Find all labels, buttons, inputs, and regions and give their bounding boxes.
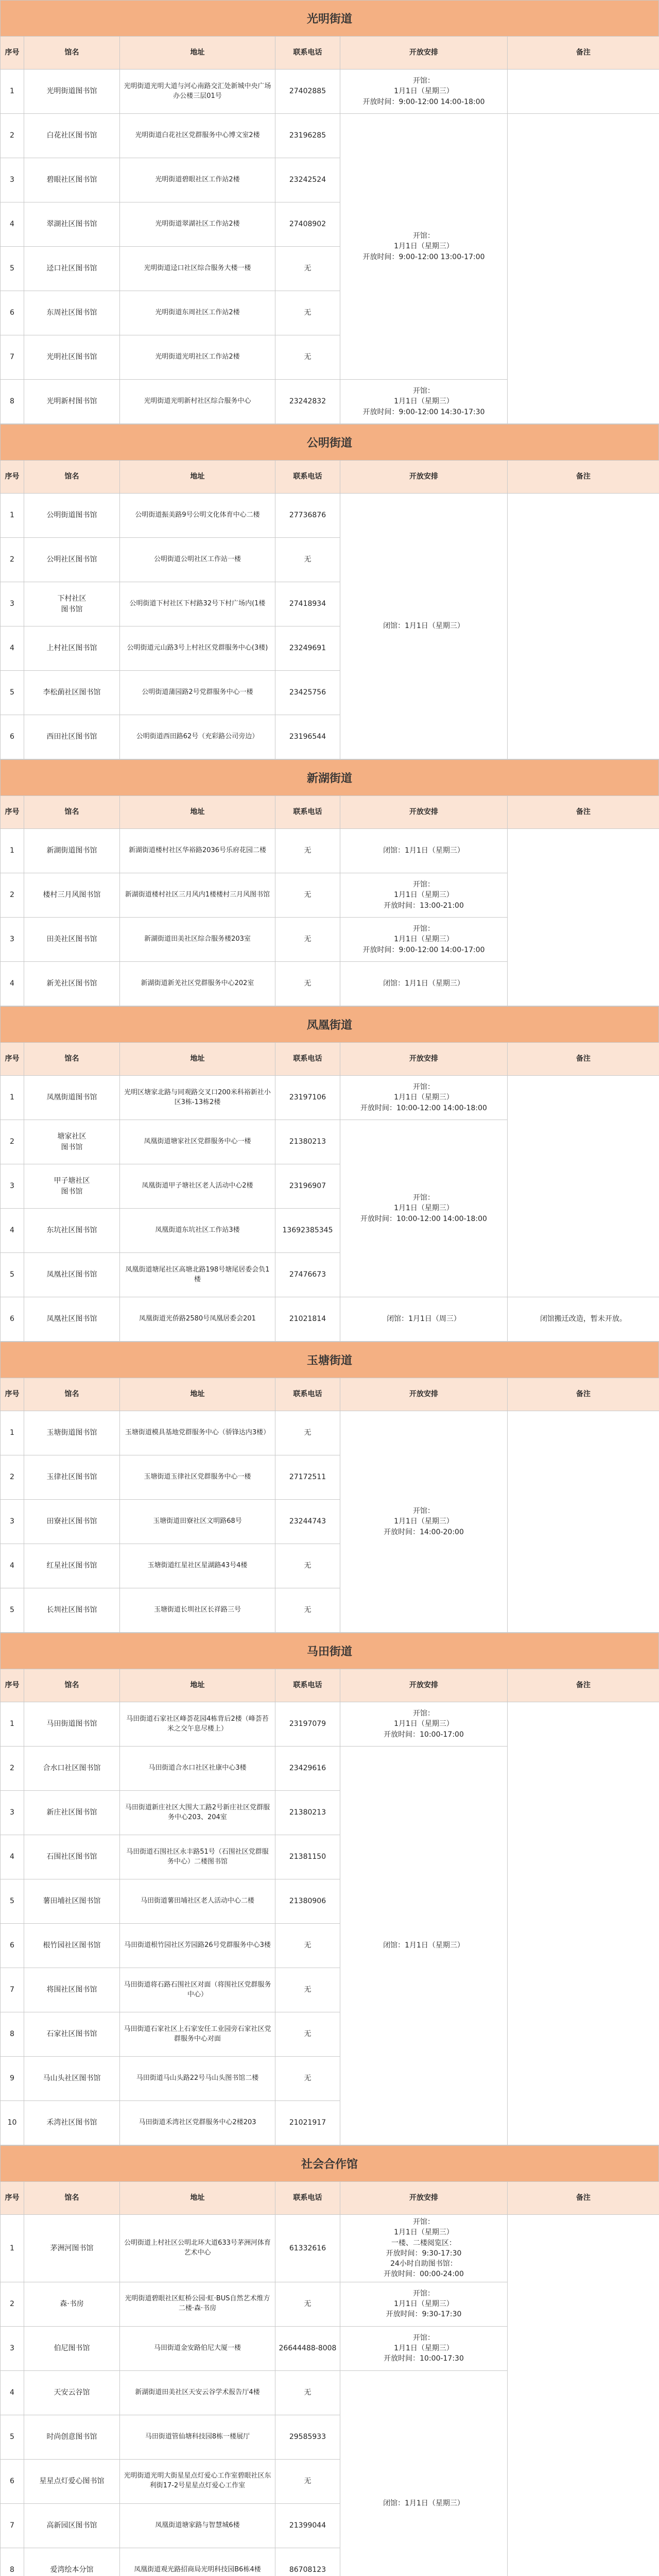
cell-phone: 21021917 xyxy=(275,2101,340,2145)
cell-name: 凤凰街道图书馆 xyxy=(24,1076,120,1120)
header-phone: 联系电话 xyxy=(275,1378,340,1411)
cell-schedule: 闭馆：1月1日（周三） xyxy=(340,1297,508,1342)
cell-name: 西田社区图书馆 xyxy=(24,715,120,759)
cell-address: 公明街道蒲园路2号党群服务中心一楼 xyxy=(120,671,275,715)
cell-address: 凤凰街道塘家社区党群服务中心一楼 xyxy=(120,1120,275,1164)
header-seq: 序号 xyxy=(1,2182,24,2215)
header-phone: 联系电话 xyxy=(275,461,340,494)
cell-seq: 6 xyxy=(1,2459,24,2503)
cell-phone: 27418934 xyxy=(275,582,340,626)
cell-name: 迳口社区图书馆 xyxy=(24,247,120,291)
cell-seq: 7 xyxy=(1,1968,24,2012)
cell-schedule: 开馆： 1月1日（星期三） 一楼、二楼阅览区： 开放时间：9:30-17:30 24小时自助图书馆： 开放时间：00:00-24:00 xyxy=(340,2215,508,2282)
cell-name: 光明社区图书馆 xyxy=(24,335,120,380)
cell-address: 光明街道光明新村社区综合服务中心 xyxy=(120,380,275,424)
cell-name: 新湖街道图书馆 xyxy=(24,829,120,873)
cell-phone: 26644488-8008 xyxy=(275,2326,340,2370)
district-section xyxy=(0,759,659,1006)
cell-seq: 3 xyxy=(1,582,24,626)
cell-address: 新湖街道新羌社区党群服务中心202室 xyxy=(120,962,275,1006)
cell-address: 新湖街道田美社区天安云谷学术报告厅4楼 xyxy=(120,2370,275,2415)
cell-address: 玉塘街道长圳社区长祥路三号 xyxy=(120,1588,275,1633)
header-address: 地址 xyxy=(120,461,275,494)
header-seq: 序号 xyxy=(1,1669,24,1702)
library-table xyxy=(0,1669,659,2145)
cell-phone: 27476673 xyxy=(275,1253,340,1297)
header-seq: 序号 xyxy=(1,37,24,70)
district-section xyxy=(0,2145,659,2576)
cell-phone: 61332616 xyxy=(275,2215,340,2282)
cell-seq: 4 xyxy=(1,1835,24,1879)
cell-schedule: 闭馆：1月1日（星期三） xyxy=(340,1747,508,2145)
cell-address: 马田街道石家社区上石家安任工业园旁石家社区党群服务中心对面 xyxy=(120,2012,275,2057)
cell-address: 玉塘街道模具基地党群服务中心（骄锋达内3楼） xyxy=(120,1411,275,1455)
header-phone: 联系电话 xyxy=(275,796,340,829)
cell-seq: 3 xyxy=(1,1500,24,1544)
cell-phone: 21381150 xyxy=(275,1835,340,1879)
cell-address: 马田街道马山头路22号马山头图书馆二楼 xyxy=(120,2057,275,2101)
table-row xyxy=(1,1076,659,1120)
cell-phone: 无 xyxy=(275,1544,340,1588)
library-table xyxy=(0,795,659,1006)
table-row xyxy=(1,2215,659,2282)
table-row xyxy=(1,1702,659,1747)
cell-seq: 5 xyxy=(1,247,24,291)
header-notes: 备注 xyxy=(508,1378,659,1411)
cell-notes xyxy=(508,1076,659,1297)
cell-name: 塘家社区 图书馆 xyxy=(24,1120,120,1164)
cell-seq: 1 xyxy=(1,494,24,538)
cell-address: 光明街道碧眼社区虹桥公园·虹·BUS自然艺术维方二楼·森·书房 xyxy=(120,2282,275,2326)
cell-notes xyxy=(508,829,659,1006)
cell-phone: 21399044 xyxy=(275,2503,340,2548)
cell-address: 光明街道迳口社区综合服务大楼一楼 xyxy=(120,247,275,291)
cell-notes: 闭馆搬迁改造，暂未开放。 xyxy=(508,1297,659,1342)
cell-phone: 无 xyxy=(275,335,340,380)
cell-seq: 4 xyxy=(1,202,24,247)
cell-schedule: 开馆： 1月1日（星期三） 开放时间：10:00-17:30 xyxy=(340,2326,508,2370)
cell-phone: 23244743 xyxy=(275,1500,340,1544)
cell-address: 马田街道禾湾社区党群服务中心2楼203 xyxy=(120,2101,275,2145)
cell-seq: 2 xyxy=(1,1120,24,1164)
cell-name: 根竹园社区图书馆 xyxy=(24,1924,120,1968)
cell-seq: 1 xyxy=(1,1076,24,1120)
cell-name: 新庄社区图书馆 xyxy=(24,1791,120,1835)
cell-notes xyxy=(508,494,659,759)
cell-phone: 29585933 xyxy=(275,2415,340,2459)
cell-phone: 无 xyxy=(275,2282,340,2326)
cell-seq: 1 xyxy=(1,1702,24,1747)
cell-seq: 1 xyxy=(1,2215,24,2282)
cell-seq: 1 xyxy=(1,829,24,873)
library-table xyxy=(0,460,659,759)
cell-phone: 无 xyxy=(275,291,340,335)
cell-name: 田寮社区图书馆 xyxy=(24,1500,120,1544)
cell-seq: 8 xyxy=(1,2548,24,2576)
cell-name: 凤凰社区图书馆 xyxy=(24,1253,120,1297)
cell-address: 马田街道新庄社区大围大工路2号新庄社区党群服务中心203、204室 xyxy=(120,1791,275,1835)
cell-address: 新湖街道楼村社区三月风内1楼楼村三月风图书馆 xyxy=(120,873,275,918)
cell-seq: 5 xyxy=(1,671,24,715)
header-row xyxy=(1,1043,659,1076)
cell-address: 凤凰街道塘尾社区高塘北路198号塘尾居委会负1楼 xyxy=(120,1253,275,1297)
header-schedule: 开放安排 xyxy=(340,1378,508,1411)
cell-seq: 4 xyxy=(1,1209,24,1253)
cell-address: 凤凰街道东坑社区工作站3楼 xyxy=(120,1209,275,1253)
section-title: 新湖街道 xyxy=(0,759,659,795)
cell-seq: 3 xyxy=(1,2326,24,2370)
cell-schedule: 闭馆：1月1日（星期三） xyxy=(340,962,508,1006)
cell-address: 光明街道光明大道与河心南路交汇处新城中央广场办公楼三层01号 xyxy=(120,70,275,114)
cell-schedule: 闭馆：1月1日（星期三） xyxy=(340,2370,508,2576)
cell-schedule: 开馆： 1月1日（星期三） 开放时间：9:30-17:30 xyxy=(340,2282,508,2326)
header-notes: 备注 xyxy=(508,2182,659,2215)
header-schedule: 开放安排 xyxy=(340,1043,508,1076)
cell-address: 凤凰街道塘家路与智慧城6楼 xyxy=(120,2503,275,2548)
table-row xyxy=(1,114,659,158)
cell-name: 公明社区图书馆 xyxy=(24,538,120,582)
header-name: 馆名 xyxy=(24,1669,120,1702)
cell-phone: 23196285 xyxy=(275,114,340,158)
cell-address: 凤凰街道光侨路2580号凤凰居委会201 xyxy=(120,1297,275,1342)
cell-address: 马田街道合水口社区社康中心3楼 xyxy=(120,1747,275,1791)
cell-schedule: 开馆： 1月1日（星期三） 开放时间：10:00-12:00 14:00-18:00 xyxy=(340,1076,508,1120)
cell-phone: 21021814 xyxy=(275,1297,340,1342)
section-title: 马田街道 xyxy=(0,1633,659,1669)
header-schedule: 开放安排 xyxy=(340,2182,508,2215)
cell-phone: 无 xyxy=(275,873,340,918)
cell-address: 马田街道将石路石围社区对面（将围社区党群服务中心） xyxy=(120,1968,275,2012)
header-address: 地址 xyxy=(120,2182,275,2215)
cell-phone: 27408902 xyxy=(275,202,340,247)
cell-address: 凤凰街道甲子塘社区老人活动中心2楼 xyxy=(120,1164,275,1209)
cell-name: 光明新村图书馆 xyxy=(24,380,120,424)
cell-phone: 23197106 xyxy=(275,1076,340,1120)
cell-address: 光明街道光明社区工作站2楼 xyxy=(120,335,275,380)
header-schedule: 开放安排 xyxy=(340,461,508,494)
cell-phone: 无 xyxy=(275,918,340,962)
header-name: 馆名 xyxy=(24,37,120,70)
cell-address: 玉塘街道田寮社区文明路68号 xyxy=(120,1500,275,1544)
section-title: 公明街道 xyxy=(0,424,659,460)
cell-name: 上村社区图书馆 xyxy=(24,626,120,671)
library-table xyxy=(0,1378,659,1633)
header-notes: 备注 xyxy=(508,461,659,494)
cell-address: 光明街道东周社区工作站2楼 xyxy=(120,291,275,335)
cell-phone: 23196544 xyxy=(275,715,340,759)
table-row xyxy=(1,1411,659,1455)
cell-name: 石围社区图书馆 xyxy=(24,1835,120,1879)
cell-schedule: 开馆： 1月1日（星期三） 开放时间：9:00-12:00 14:00-17:00 xyxy=(340,918,508,962)
cell-phone: 无 xyxy=(275,2012,340,2057)
header-row xyxy=(1,1378,659,1411)
header-seq: 序号 xyxy=(1,1043,24,1076)
cell-schedule: 闭馆：1月1日（星期三） xyxy=(340,494,508,759)
cell-seq: 4 xyxy=(1,2370,24,2415)
table-row xyxy=(1,494,659,538)
header-seq: 序号 xyxy=(1,461,24,494)
cell-name: 长圳社区图书馆 xyxy=(24,1588,120,1633)
library-table xyxy=(0,36,659,424)
cell-phone: 无 xyxy=(275,1924,340,1968)
cell-address: 玉塘街道玉律社区党群服务中心一楼 xyxy=(120,1455,275,1500)
section-title: 社会合作馆 xyxy=(0,2145,659,2181)
cell-address: 公明街道西田路62号（充彩路公司旁边） xyxy=(120,715,275,759)
header-schedule: 开放安排 xyxy=(340,796,508,829)
district-section xyxy=(0,1006,659,1342)
cell-phone: 27402885 xyxy=(275,70,340,114)
cell-name: 高新园区图书馆 xyxy=(24,2503,120,2548)
cell-address: 公明街道公明社区工作站一楼 xyxy=(120,538,275,582)
cell-seq: 2 xyxy=(1,114,24,158)
cell-notes xyxy=(508,70,659,114)
cell-seq: 6 xyxy=(1,1297,24,1342)
cell-phone: 27172511 xyxy=(275,1455,340,1500)
header-schedule: 开放安排 xyxy=(340,37,508,70)
cell-seq: 7 xyxy=(1,2503,24,2548)
cell-address: 玉塘街道红星社区星湖路43号4楼 xyxy=(120,1544,275,1588)
cell-address: 光明街道光明大街星星点灯爱心工作室碧眼社区东利街17-2号星星点灯爱心工作室 xyxy=(120,2459,275,2503)
cell-name: 东周社区图书馆 xyxy=(24,291,120,335)
cell-name: 星星点灯爱心图书馆 xyxy=(24,2459,120,2503)
cell-phone: 无 xyxy=(275,1588,340,1633)
cell-notes xyxy=(508,114,659,424)
header-address: 地址 xyxy=(120,1669,275,1702)
header-name: 馆名 xyxy=(24,461,120,494)
table-row xyxy=(1,70,659,114)
header-row xyxy=(1,37,659,70)
cell-seq: 7 xyxy=(1,335,24,380)
cell-address: 光明街道翠湖社区工作站2楼 xyxy=(120,202,275,247)
table-row xyxy=(1,829,659,873)
cell-phone: 无 xyxy=(275,829,340,873)
header-row xyxy=(1,796,659,829)
cell-address: 公明街道元山路3号上村社区党群服务中心(3楼) xyxy=(120,626,275,671)
section-title: 玉塘街道 xyxy=(0,1342,659,1378)
cell-address: 凤凰街道观光路招商局光明科技园B6栋4楼 xyxy=(120,2548,275,2576)
header-schedule: 开放安排 xyxy=(340,1669,508,1702)
header-row xyxy=(1,461,659,494)
cell-phone: 23429616 xyxy=(275,1747,340,1791)
cell-notes xyxy=(508,1702,659,2145)
cell-phone: 23249691 xyxy=(275,626,340,671)
header-phone: 联系电话 xyxy=(275,1043,340,1076)
header-address: 地址 xyxy=(120,796,275,829)
cell-seq: 5 xyxy=(1,1253,24,1297)
cell-seq: 4 xyxy=(1,1544,24,1588)
cell-phone: 21380213 xyxy=(275,1120,340,1164)
header-address: 地址 xyxy=(120,1043,275,1076)
header-phone: 联系电话 xyxy=(275,2182,340,2215)
cell-phone: 21380213 xyxy=(275,1791,340,1835)
header-notes: 备注 xyxy=(508,1043,659,1076)
cell-name: 茅洲河图书馆 xyxy=(24,2215,120,2282)
cell-seq: 2 xyxy=(1,538,24,582)
cell-name: 下村社区 图书馆 xyxy=(24,582,120,626)
cell-phone: 无 xyxy=(275,538,340,582)
cell-name: 石家社区图书馆 xyxy=(24,2012,120,2057)
cell-phone: 无 xyxy=(275,2057,340,2101)
cell-seq: 6 xyxy=(1,715,24,759)
library-table xyxy=(0,1042,659,1342)
cell-name: 白花社区图书馆 xyxy=(24,114,120,158)
cell-phone: 23197079 xyxy=(275,1702,340,1747)
cell-seq: 2 xyxy=(1,1455,24,1500)
cell-name: 玉律社区图书馆 xyxy=(24,1455,120,1500)
cell-name: 禾湾社区图书馆 xyxy=(24,2101,120,2145)
cell-phone: 无 xyxy=(275,962,340,1006)
cell-name: 时尚创意图书馆 xyxy=(24,2415,120,2459)
cell-schedule: 开馆： 1月1日（星期三） 开放时间：9:00-12:00 14:00-18:00 xyxy=(340,70,508,114)
cell-address: 公明街道下村社区下村路32号下村广场内(1楼 xyxy=(120,582,275,626)
cell-address: 光明区塘家北路与同观路交叉口200米科裕新社小区3栋-13栋2楼 xyxy=(120,1076,275,1120)
cell-phone: 23425756 xyxy=(275,671,340,715)
header-name: 馆名 xyxy=(24,1378,120,1411)
cell-seq: 5 xyxy=(1,1879,24,1924)
header-name: 馆名 xyxy=(24,2182,120,2215)
header-seq: 序号 xyxy=(1,1378,24,1411)
cell-phone: 无 xyxy=(275,247,340,291)
cell-seq: 1 xyxy=(1,1411,24,1455)
cell-schedule: 闭馆：1月1日（星期三） xyxy=(340,829,508,873)
cell-seq: 5 xyxy=(1,1588,24,1633)
cell-seq: 6 xyxy=(1,291,24,335)
cell-schedule: 开馆： 1月1日（星期三） 开放时间：14:00-20:00 xyxy=(340,1411,508,1633)
cell-address: 光明街道白花社区党群服务中心博文室2楼 xyxy=(120,114,275,158)
cell-schedule: 开馆： 1月1日（星期三） 开放时间：10:00-12:00 14:00-18:00 xyxy=(340,1120,508,1297)
header-row xyxy=(1,2182,659,2215)
cell-seq: 4 xyxy=(1,626,24,671)
header-name: 馆名 xyxy=(24,1043,120,1076)
cell-name: 马田街道图书馆 xyxy=(24,1702,120,1747)
cell-name: 翠湖社区图书馆 xyxy=(24,202,120,247)
cell-seq: 8 xyxy=(1,380,24,424)
district-section xyxy=(0,424,659,759)
cell-notes xyxy=(508,1411,659,1633)
cell-phone: 23242524 xyxy=(275,158,340,202)
cell-name: 东坑社区图书馆 xyxy=(24,1209,120,1253)
cell-seq: 3 xyxy=(1,918,24,962)
library-table xyxy=(0,2181,659,2576)
cell-name: 薯田埔社区图书馆 xyxy=(24,1879,120,1924)
cell-seq: 3 xyxy=(1,1791,24,1835)
cell-phone: 13692385345 xyxy=(275,1209,340,1253)
cell-name: 新羌社区图书馆 xyxy=(24,962,120,1006)
cell-seq: 2 xyxy=(1,2282,24,2326)
cell-name: 伯尼图书馆 xyxy=(24,2326,120,2370)
cell-schedule: 开馆： 1月1日（星期三） 开放时间：9:00-12:00 14:30-17:30 xyxy=(340,380,508,424)
cell-name: 马山头社区图书馆 xyxy=(24,2057,120,2101)
cell-address: 公明街道上村社区公明北环大道633号茅洲河体育艺术中心 xyxy=(120,2215,275,2282)
cell-schedule: 开馆： 1月1日（星期三） 开放时间：13:00-21:00 xyxy=(340,873,508,918)
cell-phone: 23242832 xyxy=(275,380,340,424)
section-title: 凤凰街道 xyxy=(0,1006,659,1042)
cell-seq: 2 xyxy=(1,1747,24,1791)
cell-name: 甲子塘社区 图书馆 xyxy=(24,1164,120,1209)
cell-phone: 无 xyxy=(275,1411,340,1455)
district-section xyxy=(0,1633,659,2145)
cell-name: 楼村三月风图书馆 xyxy=(24,873,120,918)
cell-name: 凤凰社区图书馆 xyxy=(24,1297,120,1342)
cell-name: 合水口社区图书馆 xyxy=(24,1747,120,1791)
cell-phone: 23196907 xyxy=(275,1164,340,1209)
cell-seq: 2 xyxy=(1,873,24,918)
header-address: 地址 xyxy=(120,1378,275,1411)
header-name: 馆名 xyxy=(24,796,120,829)
cell-address: 马田街道石家社区峰荟花园4栋背后2楼（峰荟苔米之交午息尽楼上） xyxy=(120,1702,275,1747)
cell-seq: 4 xyxy=(1,962,24,1006)
cell-notes xyxy=(508,2215,659,2576)
cell-seq: 5 xyxy=(1,2415,24,2459)
cell-name: 光明街道图书馆 xyxy=(24,70,120,114)
cell-name: 李松蓢社区图书馆 xyxy=(24,671,120,715)
cell-phone: 86708123 xyxy=(275,2548,340,2576)
cell-seq: 10 xyxy=(1,2101,24,2145)
cell-address: 新湖街道楼村社区华裕路2036号乐府花园二楼 xyxy=(120,829,275,873)
header-notes: 备注 xyxy=(508,37,659,70)
cell-phone: 21380906 xyxy=(275,1879,340,1924)
cell-address: 马田街道管仙塘科技园8栋一楼展厅 xyxy=(120,2415,275,2459)
cell-name: 田美社区图书馆 xyxy=(24,918,120,962)
district-section xyxy=(0,0,659,424)
cell-address: 新湖街道田美社区综合服务楼203室 xyxy=(120,918,275,962)
header-phone: 联系电话 xyxy=(275,1669,340,1702)
cell-seq: 6 xyxy=(1,1924,24,1968)
cell-name: 爱湾绘本分馆 xyxy=(24,2548,120,2576)
cell-address: 马田街道石围社区永丰路51号（石围社区党群服务中心）二楼图书馆 xyxy=(120,1835,275,1879)
header-seq: 序号 xyxy=(1,796,24,829)
header-row xyxy=(1,1669,659,1702)
header-address: 地址 xyxy=(120,37,275,70)
cell-name: 森·书房 xyxy=(24,2282,120,2326)
cell-address: 马田街道薯田埔社区老人活动中心二楼 xyxy=(120,1879,275,1924)
cell-name: 公明街道图书馆 xyxy=(24,494,120,538)
cell-address: 马田街道金安路伯尼大厦一楼 xyxy=(120,2326,275,2370)
cell-schedule: 开馆： 1月1日（星期三） 开放时间：9:00-12:00 13:00-17:00 xyxy=(340,114,508,380)
cell-address: 马田街道根竹园社区芳园路26号党群服务中心3楼 xyxy=(120,1924,275,1968)
cell-phone: 无 xyxy=(275,2370,340,2415)
cell-name: 天安云谷馆 xyxy=(24,2370,120,2415)
cell-seq: 3 xyxy=(1,158,24,202)
table-row xyxy=(1,1297,659,1342)
cell-phone: 无 xyxy=(275,1968,340,2012)
cell-name: 红星社区图书馆 xyxy=(24,1544,120,1588)
header-notes: 备注 xyxy=(508,796,659,829)
header-notes: 备注 xyxy=(508,1669,659,1702)
cell-seq: 1 xyxy=(1,70,24,114)
cell-seq: 9 xyxy=(1,2057,24,2101)
cell-address: 公明街道振美路9号公明文化体育中心二楼 xyxy=(120,494,275,538)
cell-phone: 无 xyxy=(275,2459,340,2503)
cell-seq: 8 xyxy=(1,2012,24,2057)
cell-schedule: 开馆： 1月1日（星期三） 开放时间：10:00-17:00 xyxy=(340,1702,508,1747)
cell-name: 将围社区图书馆 xyxy=(24,1968,120,2012)
district-section xyxy=(0,1342,659,1633)
cell-name: 碧眼社区图书馆 xyxy=(24,158,120,202)
cell-address: 光明街道碧眼社区工作站2楼 xyxy=(120,158,275,202)
cell-name: 玉塘街道图书馆 xyxy=(24,1411,120,1455)
cell-phone: 27736876 xyxy=(275,494,340,538)
cell-seq: 3 xyxy=(1,1164,24,1209)
header-phone: 联系电话 xyxy=(275,37,340,70)
section-title: 光明街道 xyxy=(0,0,659,36)
